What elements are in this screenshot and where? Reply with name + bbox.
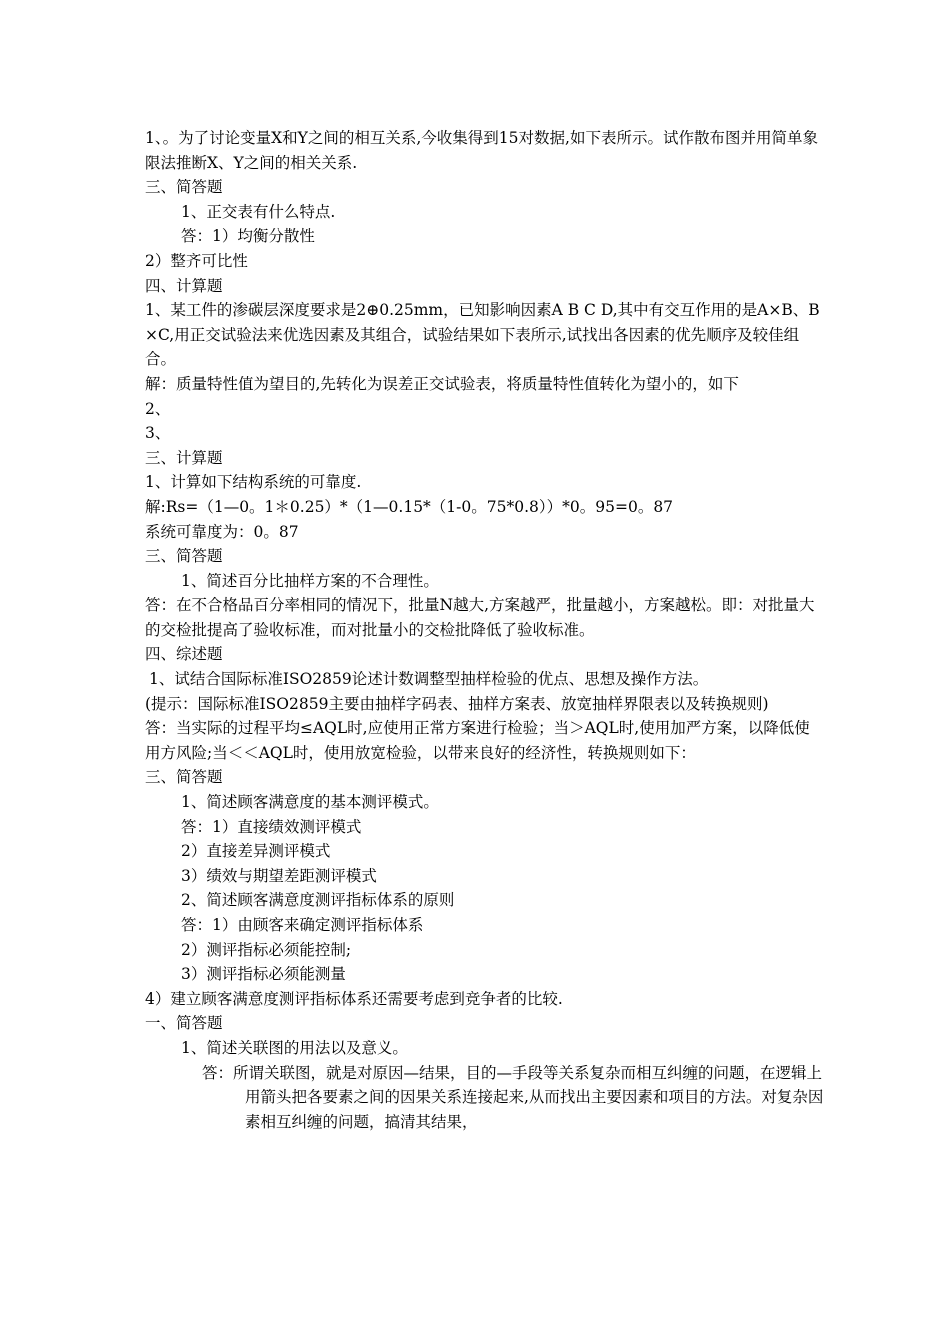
solution-result: 系统可靠度为：0。87: [145, 522, 299, 541]
hint-paragraph: (提示：国际标准ISO2859主要由抽样字码表、抽样方案表、放宽抽样界限表以及转换规则): [145, 694, 769, 713]
question-orthogonal-table: 1、正交表有什么特点.: [181, 202, 336, 221]
solution-formula: 解:Rs=（1—0。1＊0.25）*（1—0.15*（1-0。75*0.8））*0。95=0。87: [145, 497, 674, 516]
section-heading: 四、综述题: [145, 645, 223, 664]
question-reliability: 1、计算如下结构系统的可靠度.: [145, 473, 362, 492]
question-relation-diagram: 1、简述关联图的用法以及意义。: [181, 1038, 408, 1057]
question-satisfaction-mode: 1、简述顾客满意度的基本测评模式。: [181, 793, 439, 812]
section-heading: 一、简答题: [145, 1014, 223, 1033]
section-heading: 四、计算题: [145, 276, 223, 295]
answer-line: 3）绩效与期望差距测评模式: [181, 866, 377, 885]
question-iso2859: 1、试结合国际标准ISO2859论述计数调整型抽样检验的优点、思想及操作方法。: [149, 670, 709, 689]
section-heading: 三、简答题: [145, 768, 223, 787]
question-satisfaction-principle: 2、简述顾客满意度测评指标体系的原则: [181, 891, 455, 910]
answer-line: 3）测评指标必须能测量: [181, 965, 346, 984]
solution-paragraph: 解：质量特性值为望目的,先转化为误差正交试验表，将质量特性值转化为望小的，如下: [145, 374, 739, 393]
question-scatter-plot: 1、。为了讨论变量X和Y之间的相互关系,今收集得到15对数据,如下表所示。试作散布图并用简单象限法推断X、Y之间的相关关系.: [145, 129, 818, 172]
answer-paragraph: 答：在不合格品百分率相同的情况下，批量N越大,方案越严，批量越小，方案越松。即：对批量大的交检批提高了验收标准，而对批量小的交检批降低了验收标准。: [145, 596, 815, 639]
answer-paragraph: 答：所谓关联图，就是对原因—结果，目的—手段等关系复杂而相互纠缠的问题，在逻辑上用箭头把各要素之间的因果关系连接起来,从而找出主要因素和项目的方法。对复杂因素相互纠缠的问题，搞清其结果，: [202, 1063, 824, 1131]
question-number: 3、: [145, 424, 171, 443]
answer-line: 答：1）均衡分散性: [181, 227, 315, 246]
section-heading: 三、计算题: [145, 448, 223, 467]
answer-line: 2）直接差异测评模式: [181, 842, 331, 861]
question-sampling: 1、简述百分比抽样方案的不合理性。: [181, 571, 439, 590]
answer-line: 4）建立顾客满意度测评指标体系还需要考虑到竞争者的比较.: [145, 989, 563, 1008]
answer-line: 2）整齐可比性: [145, 251, 248, 270]
section-heading: 三、简答题: [145, 547, 223, 566]
answer-line: 答：1）直接绩效测评模式: [181, 817, 362, 836]
question-carburizing: 1、某工件的渗碳层深度要求是2⊕0.25mm，已知影响因素A B C D,其中有交互作用的是A×B、B×C,用正交试验法来优选因素及其组合，试验结果如下表所示,试找出各因素的优先顺序及较佳组合。: [145, 301, 820, 369]
document-body: [145, 126, 825, 1134]
section-heading: 三、简答题: [145, 178, 223, 197]
answer-paragraph: 答：当实际的过程平均≤AQL时,应使用正常方案进行检验；当＞AQL时,使用加严方案，以降低使用方风险;当＜＜AQL时，使用放宽检验，以带来良好的经济性，转换规则如下：: [145, 719, 810, 762]
answer-line: 答：1）由顾客来确定测评指标体系: [181, 916, 424, 934]
answer-line: 2）测评指标必须能控制;: [181, 940, 352, 959]
question-number: 2、: [145, 399, 171, 418]
